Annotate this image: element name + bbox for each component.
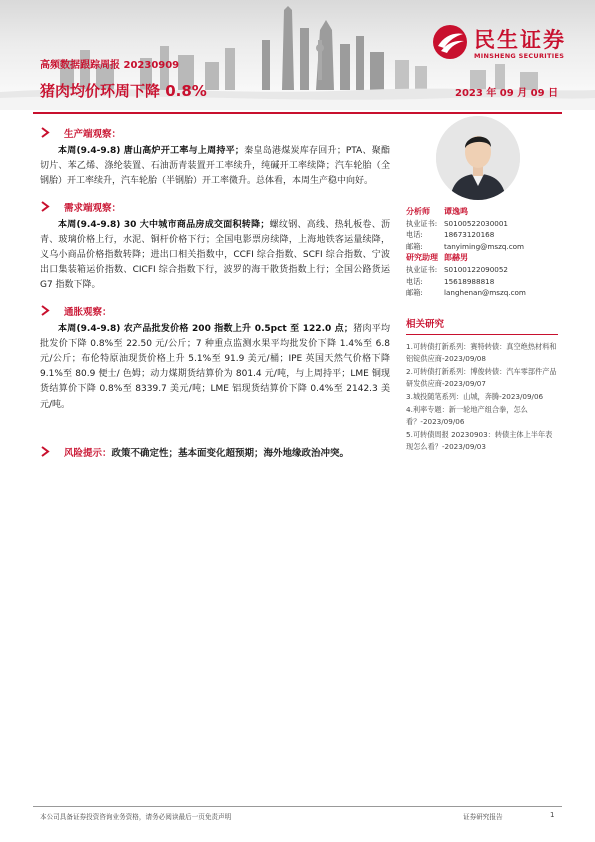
section-heading-production — [40, 126, 390, 140]
assistant-role: 研究助理 — [406, 253, 438, 263]
assistant-phone-row: 电话: 15618988818 — [406, 276, 495, 286]
assistant-email-row: 邮箱: langhenan@mszq.com — [406, 288, 526, 298]
header-divider — [33, 112, 562, 114]
assistant-cert: S0100122090052 — [444, 264, 509, 274]
analyst-email[interactable]: tanyiming@mszq.com — [444, 241, 525, 251]
analyst-role-row — [406, 206, 556, 218]
related-research-item[interactable]: 5.可转债周报 20230903：转债主体上半年表现怎么看？-2023/09/03 — [406, 430, 553, 451]
section-paragraph-demand — [40, 218, 390, 294]
company-logo — [432, 22, 582, 68]
risk-text: 政策不确定性；基本面变化超预期；海外地缘政治冲突。 — [111, 447, 350, 459]
assistant-email[interactable]: langhenan@mszq.com — [444, 288, 526, 298]
assistant-role-row — [406, 252, 556, 264]
footer-disclaimer: 本公司具备证券投资咨询业务资格，请务必阅读最后一页免责声明 — [40, 813, 232, 821]
report-series: 高频数据跟踪周报 20230909 — [40, 60, 180, 71]
related-research — [406, 316, 558, 454]
risk-warning — [40, 445, 390, 459]
related-research-item[interactable]: 2.可转债打新系列：博俊转债：汽车零部件产品研发供应商-2023/09/07 — [406, 367, 557, 388]
page-number: 1 — [550, 811, 555, 819]
analyst-photo — [436, 116, 520, 200]
arrow-right-icon — [40, 201, 50, 212]
section-title: 生产端观察： — [64, 129, 122, 140]
paragraph-body: 螺纹钢、高线、热轧板卷、沥青、玻璃价格上行，水泥、铜杆价格下行；全国电影票房续降，上海地铁客运量续降，义乌小商品价格指数转降；进出口相关指数中，CCFI 综合指数、SCFI 综合指数、宁波出口集装箱运价指数、CICFI 综合指数下行，波罗的海干散货指数上行；全国公路货运 G7 指数下降。 — [40, 219, 390, 291]
analyst-email-row: 邮箱: tanyiming@mszq.com — [406, 241, 525, 251]
risk-label: 风险提示： — [64, 447, 112, 459]
assistant-name: 郎赫男 — [444, 253, 468, 263]
footer-doc-type: 证券研究报告 — [463, 813, 503, 821]
related-research-title: 相关研究 — [406, 316, 558, 335]
paragraph-body: 猪肉平均批发价下降 0.8%至 22.50 元/公斤；7 种重点监测水果平均批发价下降 1.4%至 6.8 元/公斤；布伦特原油现货价格上升 5.1%至 91.9 美元/桶；IPE 英国天然气价格下降 9.1%至 80.9 便士/ 色姆；动力煤期货结算价为 801.4 元/吨，与上周持平；LME 铜现货结算价下降 0.8%至 8339.7 美元/吨；LME 铝现货结算价下降 0.4%至 2142.3 美元/吨。 — [40, 323, 390, 410]
minsheng-logo-icon — [432, 24, 468, 60]
assistant-phone: 15618988818 — [444, 276, 495, 286]
related-research-item[interactable]: 1.可转债打新系列：赛特转债：真空绝热材料和铝锭供应商-2023/09/08 — [406, 342, 557, 363]
section-paragraph-inflation — [40, 322, 390, 413]
analyst-name: 谭逸鸣 — [444, 207, 468, 216]
section-heading-inflation — [40, 304, 390, 318]
analyst-cert: S0100522030001 — [444, 218, 509, 228]
paragraph-body: 秦皇岛港煤炭库存回升；PTA、聚酯切片、苯乙烯、涤纶装置、石油沥青装置开工率续升，纯碱开工率续降；汽车轮胎（全钢胎）开工率续升，汽车轮胎（半钢胎）开工率微升。总体看，本周生产稳中向好。 — [40, 146, 391, 187]
related-research-item[interactable]: 4.利率专题：新一轮地产组合拳，怎么看？-2023/09/06 — [406, 405, 528, 426]
section-heading-demand — [40, 200, 390, 214]
section-title: 通胀观察： — [64, 306, 112, 318]
arrow-right-icon — [40, 446, 50, 457]
logo-english-name: MINSHENG SECURITIES — [474, 52, 565, 60]
related-research-list — [406, 341, 558, 453]
report-title: 猪肉均价环周下降 0.8% — [40, 82, 207, 100]
paragraph-lead: 本周(9.4-9.8) 唐山高炉开工率与上周持平； — [58, 146, 244, 156]
paragraph-lead: 本周(9.4-9.8) 农产品批发价格 200 指数上升 0.5pct 至 122.0 点； — [58, 323, 353, 334]
analyst-info — [406, 206, 556, 299]
paragraph-lead: 本周(9.4-9.8) 30 大中城市商品房成交面积转降； — [58, 219, 270, 230]
main-content — [40, 126, 390, 459]
analyst-cert-row: 执业证书: S0100522030001 — [406, 218, 509, 228]
report-date: 2023 年 09 月 09 日 — [455, 88, 559, 99]
related-research-item[interactable]: 3.城投随笔系列：山城，奔腾-2023/09/06 — [406, 392, 544, 401]
analyst-phone-row: 电话: 18673120168 — [406, 230, 495, 240]
arrow-right-icon — [40, 127, 50, 138]
section-title: 需求端观察： — [64, 202, 122, 214]
logo-wordmark: 民生证券 — [474, 28, 566, 52]
arrow-right-icon — [40, 305, 50, 316]
analyst-portrait-icon — [436, 116, 520, 200]
analyst-phone: 18673120168 — [444, 230, 495, 240]
footer-divider — [33, 806, 562, 807]
assistant-cert-row: 执业证书: S0100122090052 — [406, 264, 509, 274]
section-paragraph-production — [40, 144, 390, 190]
analyst-role: 分析师 — [406, 207, 430, 216]
